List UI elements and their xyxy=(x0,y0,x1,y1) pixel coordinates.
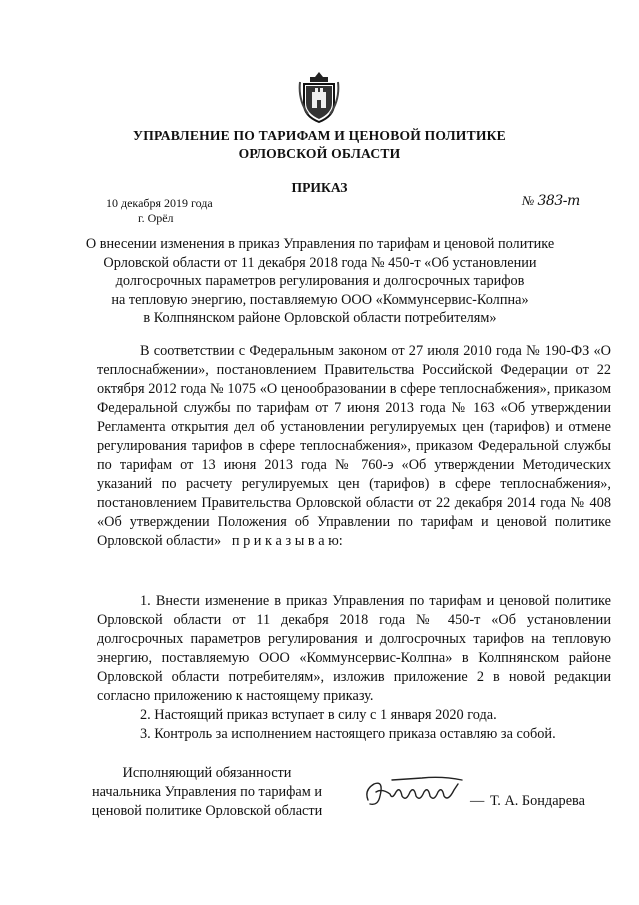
position-line: начальника Управления по тарифам и xyxy=(91,784,323,800)
number-prefix: № xyxy=(522,193,535,208)
order-item: 1. Внести изменение в приказ Управления по тарифам и ценовой политике Орловской области от 11 декабря 2018 года № 450-т «Об установлении долгосрочных параметров регулирования и долгосрочных тарифов на тепловую энергию, поставляемую ООО «Коммунсервис-Колпна» в Колпнянском районе Орловской области потребителям», изложив приложение 2 в новой редакции согласно приложению к настоящему приказу. xyxy=(97,593,611,704)
document-type: ПРИКАЗ xyxy=(291,180,348,195)
handwritten-signature xyxy=(362,770,485,814)
order-item: 3. Контроль за исполнением настоящего приказа оставляю за собой. xyxy=(140,726,556,742)
position-line: ценовой политике Орловской области xyxy=(91,803,323,819)
document-city: г. Орёл xyxy=(138,211,174,225)
signatory-position xyxy=(84,764,330,821)
preamble-paragraph xyxy=(97,342,611,551)
title-line: на тепловую энергию, поставляемую ООО «Коммунсервис-Колпна» xyxy=(111,291,529,308)
order-items xyxy=(97,592,611,744)
handwritten-number: 383-т xyxy=(537,193,580,209)
signatory-name: Т. А. Бондарева xyxy=(490,793,585,809)
order-word: п р и к а з ы в а ю: xyxy=(231,533,343,549)
preamble-text: В соответствии с Федеральным законом от 27 июля 2010 года № 190-ФЗ «О теплоснабжении», постановлением Правительства Российской Федерации от 22 октября 2012 года № 1075 «О ценообразовании в сфере теплоснабжения», приказом Федеральной службы по тарифам от 7 июня 2013 года № 163 «Об утверждении Регламента открытия дел об установлении регулируемых цен (тарифов) и отмене регулирования тарифов в сфере теплоснабжения», приказом Федеральной службы по тарифам от 13 июня 2013 года № 760-э «Об утверждении Методических указаний по расчету регулируемых цен (тарифов) в сфере теплоснабжения», постановлением Правительства Орловской области от 22 декабря 2014 года № 408 «Об утверждении Положения об Управлении по тарифам и ценовой политике Орловской области» xyxy=(97,343,611,549)
title-line: О внесении изменения в приказ Управления по тарифам и ценовой политике xyxy=(85,236,555,252)
document-title xyxy=(80,235,560,328)
document-number xyxy=(522,193,580,209)
order-item: 2. Настоящий приказ вступает в силу с 1 января 2020 года. xyxy=(140,707,497,723)
org-name-line-1: УПРАВЛЕНИЕ ПО ТАРИФАМ И ЦЕНОВОЙ ПОЛИТИКЕ xyxy=(133,128,506,143)
document-date: 10 декабря 2019 года xyxy=(106,196,213,210)
title-line: в Колпнянском районе Орловской области потребителям» xyxy=(143,310,497,327)
position-line: Исполняющий обязанности xyxy=(122,765,292,781)
coat-of-arms-emblem xyxy=(298,70,340,124)
signature-dash: — xyxy=(470,793,485,809)
title-line: Орловской области от 11 декабря 2018 года № 450-т «Об установлении xyxy=(103,254,537,271)
title-line: долгосрочных параметров регулирования и долгосрочных тарифов xyxy=(115,273,525,290)
org-name-line-2: ОРЛОВСКОЙ ОБЛАСТИ xyxy=(238,146,401,161)
